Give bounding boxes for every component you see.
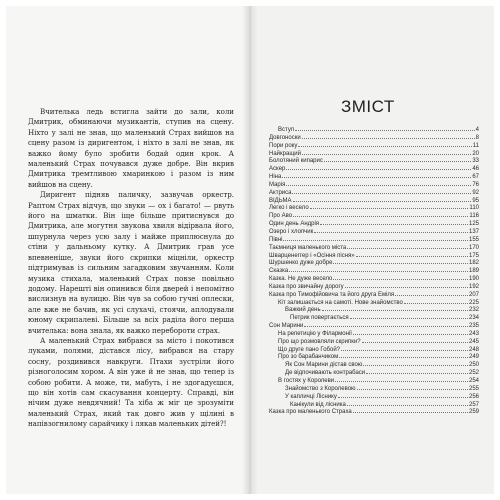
toc-entry [269, 384, 479, 392]
toc-entry-page: 8 [475, 134, 479, 141]
toc-entry-title: Ніна [269, 174, 282, 181]
toc-entry-title: Петрик повертається [290, 315, 349, 322]
toc-entry-page: 207 [468, 291, 479, 298]
toc-entry-page: 170 [468, 244, 479, 251]
toc-entry [269, 329, 479, 337]
toc-entry-title: Шварценеггер і «Осіння пісня» [269, 252, 355, 259]
book-gutter [242, 6, 258, 494]
toc-leader-dots [286, 180, 471, 186]
toc-entry-page: 235 [468, 323, 479, 330]
toc-leader-dots [302, 133, 475, 139]
toc-leader-dots [289, 266, 468, 272]
toc-leader-dots [395, 290, 468, 296]
toc-entry-page: 155 [468, 236, 479, 243]
toc-entry [269, 203, 479, 211]
toc-entry [269, 156, 479, 164]
toc-leader-dots [298, 141, 471, 147]
toc-entry-title: Шуршенко дуже добре [269, 260, 333, 267]
toc-entry [269, 180, 479, 188]
toc-entry [269, 290, 479, 298]
toc-leader-dots [324, 156, 471, 162]
toc-entry-page: 234 [468, 315, 479, 322]
toc-entry-title: Аскер [269, 166, 286, 173]
toc-entry [269, 243, 479, 251]
toc-leader-dots [353, 407, 468, 413]
toc-entry [269, 266, 479, 274]
toc-entry-page: 254 [468, 378, 479, 384]
toc-entry [269, 368, 479, 376]
toc-entry-page: 92 [472, 189, 479, 196]
toc-entry-page: 20 [472, 150, 479, 157]
toc-entry [269, 219, 479, 227]
toc-entry-page: 243 [468, 330, 479, 337]
toc-entry-title: Про що розмовляли скрипки? [278, 338, 361, 345]
toc-entry [269, 282, 479, 290]
toc-entry-title: Важкий день [285, 307, 321, 314]
toc-entry-title: Сказка [269, 268, 289, 275]
toc-entry [269, 188, 479, 196]
toc-entry-title: Один день Андрія [269, 221, 320, 228]
toc-entry-page: 116 [469, 213, 479, 220]
toc-entry-title: Озеро і хлопчик [269, 228, 314, 235]
toc-leader-dots [357, 384, 468, 390]
toc-entry-title: Болотяний кипарис [269, 158, 323, 165]
toc-leader-dots [320, 219, 468, 225]
toc-leader-dots [283, 235, 468, 241]
toc-entry [269, 305, 479, 313]
toc-entry-page: 250 [468, 362, 479, 369]
toc-entry-title: В гостях у Королеви [278, 378, 335, 384]
table-of-contents [269, 125, 479, 415]
toc-leader-dots [293, 211, 468, 217]
toc-leader-dots [322, 305, 468, 311]
toc-entry-title: ВІДЬМА [269, 197, 292, 204]
toc-heading: ЗМІСТ [341, 97, 395, 116]
toc-leader-dots [335, 376, 468, 382]
left-page [6, 6, 250, 494]
toc-leader-dots [363, 360, 468, 366]
toc-leader-dots [362, 337, 468, 343]
toc-entry [269, 141, 479, 149]
toc-entry-page: 11 [472, 142, 479, 149]
toc-leader-dots [366, 368, 468, 374]
toc-entry-page: 76 [472, 181, 479, 188]
story-paragraph: Вчителька ледь встигла зайти до зали, коли Дмитрик, обминаючи музикантів, ступив на сцену. Ніхто у залі не знав, що маленький Страх вийшов на сцену разом із диригентом, і ніхто в залі не знав, як важко йому було зробити бодай один крок. А маленький Страх почувався дуже добре. Він вкрив Дмитрика тремтливою хмаринкою і разом із ним вийшов на сцену. [28, 107, 234, 189]
toc-entry-title: Канікули від лісника [290, 401, 346, 408]
toc-entry-page: 189 [468, 268, 479, 275]
toc-entry-title: Що друге пано Гобой? [278, 346, 341, 353]
toc-entry-title: Про зо барабанчиком [278, 354, 339, 361]
toc-entry-title: Казка про Тимофійовича та його друга Еміля [269, 291, 395, 298]
toc-entry [269, 337, 479, 345]
toc-entry [269, 125, 479, 133]
toc-entry-page: 175 [468, 252, 479, 259]
toc-entry-title: Таємниця маленького міста [269, 244, 347, 251]
toc-entry [269, 235, 479, 243]
toc-entry-page: 46 [472, 166, 479, 173]
toc-leader-dots [292, 188, 471, 194]
toc-entry [269, 376, 479, 384]
toc-entry-title: Пори року [269, 142, 298, 149]
toc-leader-dots [404, 298, 468, 304]
toc-leader-dots [339, 352, 468, 358]
toc-entry-page: 255 [468, 385, 479, 392]
toc-entry-page: 95 [472, 197, 479, 204]
toc-entry [269, 227, 479, 235]
toc-entry-title: У капличці Ліснику [285, 393, 337, 400]
toc-entry-title: Про Аво [269, 213, 293, 220]
toc-entry-title: Де відпочивають контрабаси [285, 370, 366, 377]
toc-entry-title: Казка про звичайну дорогу [269, 283, 344, 290]
toc-entry [269, 164, 479, 172]
toc-leader-dots [347, 243, 468, 249]
toc-entry [269, 211, 479, 219]
toc-entry-page: 33 [472, 158, 479, 165]
toc-entry [269, 274, 479, 282]
toc-entry [269, 321, 479, 329]
toc-entry [269, 400, 479, 408]
toc-entry-title: Легко і весело [269, 205, 309, 212]
toc-entry-page: 137 [468, 228, 479, 235]
toc-entry-page: 257 [468, 401, 479, 408]
toc-entry-title: Знайомство з Королевою [285, 385, 356, 392]
toc-entry-page: 256 [468, 393, 479, 400]
toc-leader-dots [310, 203, 469, 209]
toc-entry [269, 258, 479, 266]
toc-leader-dots [353, 329, 468, 335]
toc-entry-page: 110 [469, 205, 479, 212]
toc-entry-page: 190 [468, 276, 479, 283]
toc-entry-page: 245 [468, 338, 479, 345]
toc-entry [269, 392, 479, 400]
story-text [28, 107, 234, 430]
toc-entry-page: 249 [468, 354, 479, 361]
toc-leader-dots [295, 125, 475, 131]
toc-leader-dots [347, 400, 468, 406]
toc-entry-title: Вступ [278, 127, 295, 133]
toc-entry-title: На репетицію у Філармонії [278, 330, 352, 337]
toc-entry-page: 67 [472, 174, 479, 181]
toc-leader-dots [314, 227, 468, 233]
toc-entry [269, 133, 479, 141]
toc-entry-title: Актриса [269, 189, 292, 196]
toc-entry-page: 192 [468, 283, 479, 290]
toc-leader-dots [345, 282, 468, 288]
toc-leader-dots [356, 251, 468, 257]
toc-leader-dots [302, 149, 471, 155]
toc-entry-page: 232 [468, 307, 479, 314]
toc-entry-title: Півні [269, 236, 283, 243]
toc-entry-page: 225 [468, 299, 479, 306]
toc-entry-page: 248 [468, 346, 479, 353]
story-paragraph: Диригент підняв паличку, зазвучав оркестр. Раптом Страх відчув, що звуки — ох і багато! — рвуть його на шматки. Він іще більше притиснувся до Дмитрика, але могутня звукова хвиля відірвала його, шпурнула через усю залу і майже приплюснула до стіни у дальньому кутку. А Дмитрик грав усе впевненіше, звуки його скрипки міцніли, оркестр підтримував із сильним загадковим звучанням. Коли музика стихала, маленький Страх повзе повільно додому. Нарешті він опинився біля дверей і непомітно вислизнув на вулицю. Він чув за собою гучні оплески, але вже не бачив, як усі слухачі, стоячи, аплодували юному скрипалеві. Більше за всіх раділа його перша вчителька: вона знала, як важко перебороти страх. [28, 190, 234, 335]
toc-leader-dots [304, 321, 468, 327]
toc-entry [269, 196, 479, 204]
toc-entry-title: Довгоноски [269, 134, 301, 141]
toc-entry [269, 360, 479, 368]
toc-entry [269, 149, 479, 157]
toc-entry [269, 251, 479, 259]
toc-entry-title: Казка. Не дуже весело [269, 276, 333, 283]
toc-entry [269, 313, 479, 321]
toc-entry-page: 259 [468, 409, 479, 416]
toc-entry-page: 4 [475, 127, 479, 133]
toc-leader-dots [350, 313, 468, 319]
toc-leader-dots [333, 274, 468, 280]
toc-entry-page: 182 [468, 260, 479, 267]
toc-leader-dots [341, 345, 468, 351]
toc-entry [269, 345, 479, 353]
toc-entry-title: Найкращий [269, 150, 301, 157]
toc-entry-title: Казка про маленького Страха [269, 409, 352, 416]
toc-entry [269, 407, 479, 415]
toc-leader-dots [293, 196, 472, 202]
story-paragraph: А маленький Страх вибрався за місто і покотився луками, полями, дістався лісу, вибрався на стару сосну, роздивився навкруги. Птахи зустріли його різноголосим хором. А він уже й не знав, що тепер із собою робити. А може, ти, мабуть, і не здогадуєшся, що він хотів сам скасування концерту. Справді, він нічим дуже невдячний! Та хіба ж міг це зрозуміти маленький Страх, який так довго жив у щілині в напівзогнилому сарайчику і лякав маленьких дітей?! [28, 335, 234, 429]
toc-entry-page: 125 [468, 221, 479, 228]
toc-entry [269, 172, 479, 180]
toc-leader-dots [282, 172, 471, 178]
toc-entry-title: Кіт залишається на самоті. Нове знайомство [278, 299, 403, 306]
toc-entry-page: 252 [468, 370, 479, 377]
toc-entry-title: Сон Марини [269, 323, 304, 330]
toc-entry-title: Як Сон Марини дістав свою [285, 362, 363, 369]
toc-leader-dots [333, 258, 468, 264]
toc-entry [269, 298, 479, 306]
toc-entry [269, 352, 479, 360]
toc-entry-title: Марія [269, 181, 286, 188]
toc-leader-dots [286, 164, 471, 170]
toc-leader-dots [338, 392, 468, 398]
